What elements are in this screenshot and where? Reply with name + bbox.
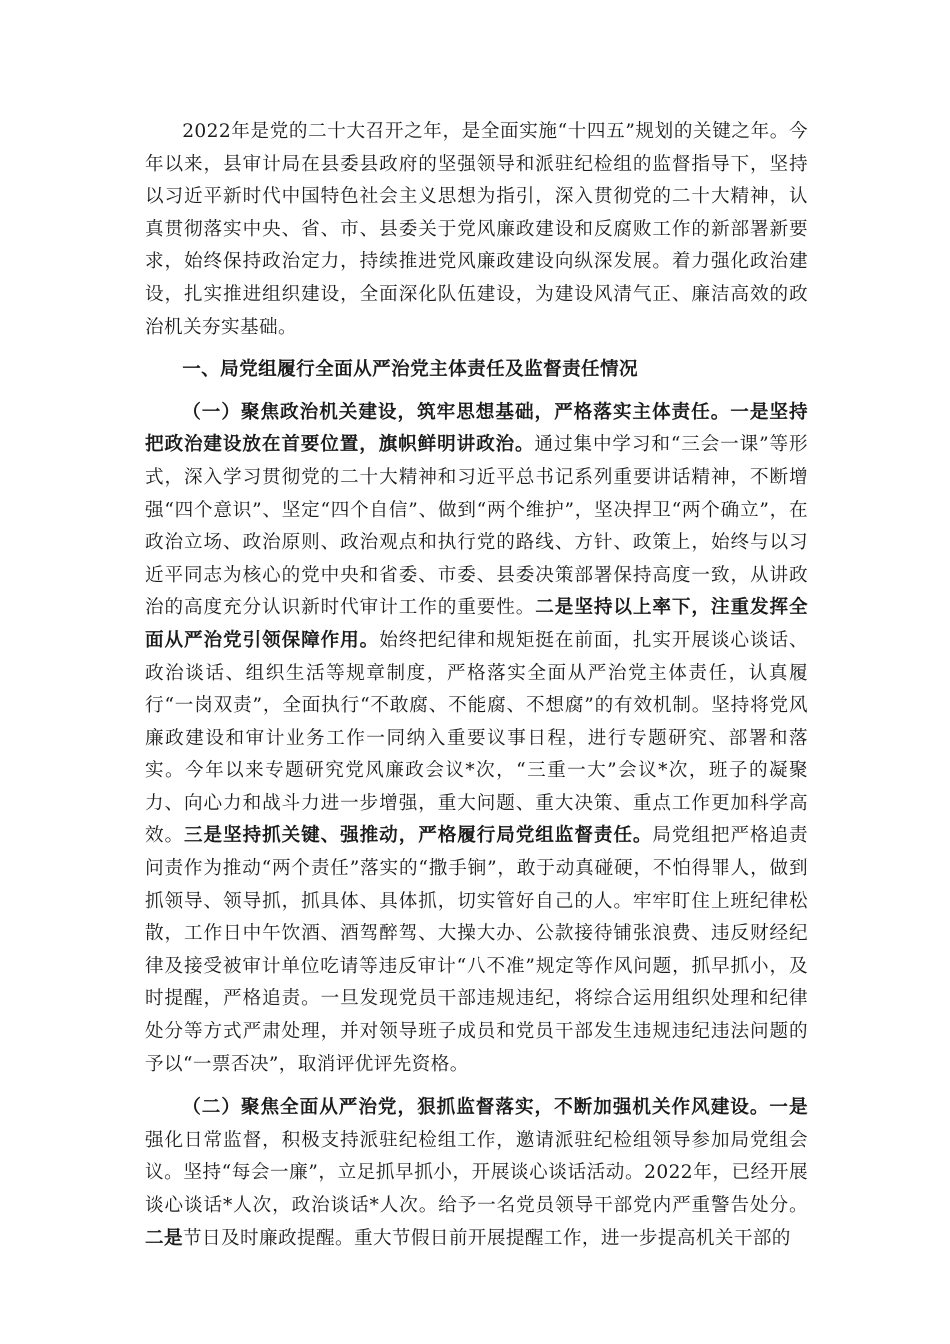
section-heading: 一、局党组履行全面从严治党主体责任及监督责任情况 [182,359,639,381]
paragraph-2-lead: （二）聚焦全面从严治党，狠抓监督落实，不断加强机关作风建设。一是 [182,1097,808,1119]
paragraph-1-text-3: 局党组把严格追责问责作为推动“两个责任”落实的“撒手锏”，敢于动真碰硬，不怕得罪人，做到抓领导、领导抓，抓具体、具体抓，切实管好自己的人。牢牢盯住上班纪律松散，工作日中午饮酒、酒驾醉驾、大操大办、公款接待铺张浪费、违反财经纪律及接受被审计单位吃请等违反审计“八不准”规定等作风问题，抓早抓小，及时提醒，严格追责。一旦发现党员干部违规违纪，将综合运用组织处理和纪律处分等方式严肃处理，并对领导班子成员和党员干部发生违规违纪违法问题的予以“一票否决”，取消评优评先资格。 [145,825,808,1075]
intro-paragraph: 2022年是党的二十大召开之年，是全面实施“十四五”规划的关键之年。今年以来，县审计局在县委县政府的坚强领导和派驻纪检组的监督指导下，坚持以习近平新时代中国特色社会主义思想为指引，深入贯彻党的二十大精神，认真贯彻落实中央、省、市、县委关于党风廉政建设和反腐败工作的新部署新要求，始终保持政治定力，持续推进党风廉政建设向纵深发展。着力强化政治建设，扎实推进组织建设，全面深化队伍建设，为建设风清气正、廉洁高效的政治机关夯实基础。 [145,121,808,338]
document-page [145,116,808,1255]
paragraph-2-text-1: 强化日常监督，积极支持派驻纪检组工作，邀请派驻纪检组领导参加局党组会议。坚持“每会一廉”，立足抓早抓小，开展谈心谈话活动。2022年，已经开展谈心谈话*人次，政治谈话*人次。给予一名党员领导干部党内严重警告处分。 [145,1129,808,1216]
paragraph-1-text-1: 通过集中学习和“三会一课”等形式，深入学习贯彻党的二十大精神和习近平总书记系列重要讲话精神，不断增强“四个意识”、坚定“四个自信”、做到“两个维护”，坚决捍卫“两个确立”，在政治立场、政治原则、政治观点和执行党的路线、方针、政策上，始终与以习近平同志为核心的党中央和省委、市委、县委决策部署保持高度一致，从讲政治的高度充分认识新时代审计工作的重要性。 [145,434,808,619]
paragraph-2-text-2: 节日及时廉政提醒。重大节假日前开展提醒工作，进一步提高机关干部的 [183,1227,791,1249]
body-paragraph-2 [145,1092,808,1255]
paragraph-1-lead: （一）聚焦政治机关建设，筑牢思想基础，严格落实主体责任。一是坚持把政治建设放在首要位置，旗帜鲜明讲政治。 [145,401,808,456]
paragraph-1-point-2: 二是坚持以上率下，注重发挥全面从严治党引领保障作用。 [145,597,808,651]
body-paragraph-1 [145,397,808,1081]
paragraph-1-text-2: 始终把纪律和规矩挺在前面，扎实开展谈心谈话、政治谈话、组织生活等规章制度，严格落实全面从严治党主体责任，认真履行“一岗双责”，全面执行“不敢腐、不能腐、不想腐”的有效机制。坚持将党风廉政建设和审计业务工作一同纳入重要议事日程，进行专题研究、部署和落实。今年以来专题研究党风廉政会议*次，“三重一大”会议*次，班子的凝聚力、向心力和战斗力进一步增强，重大问题、重大决策、重点工作更加科学高效。 [145,629,808,847]
paragraph-1-point-3: 三是坚持抓关键、强推动，严格履行局党组监督责任。 [184,825,653,847]
paragraph-2-point-2: 二是 [145,1227,183,1249]
